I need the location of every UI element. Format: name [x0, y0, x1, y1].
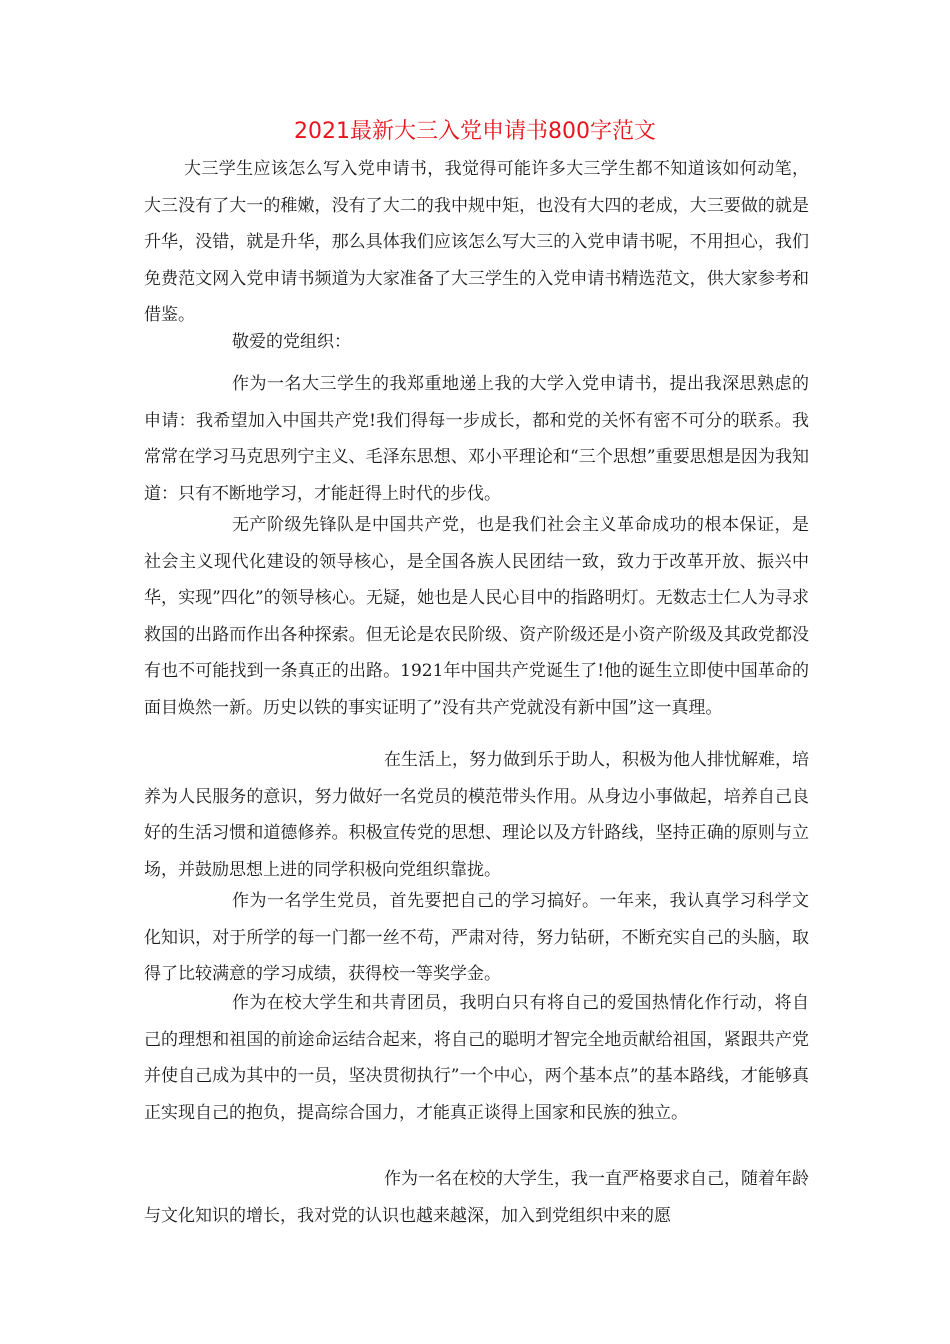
body-paragraph-5: 作为在校大学生和共青团员，我明白只有将自己的爱国热情化作行动，将自己的理想和祖国的前途命运结合起来，将自己的聪明才智完全地贡献给祖国，紧跟共产党并使自己成为其中的一员，坚决贯彻执行”一个中心，两个基本点”的基本路线，才能够真正实现自己的抱负，提高综合国力，才能真正谈得上国家和民族的独立。	[144, 993, 809, 1123]
body-paragraph-3: 在生活上，努力做到乐于助人，积极为他人排忧解难，培养为人民服务的意识，努力做好一名党员的模范带头作用。从身边小事做起，培养自己良好的生活习惯和道德修养。积极宣传党的思想、理论以及方针路线，坚持正确的原则与立场，并鼓励思想上进的同学积极向党组织靠拢。	[144, 750, 809, 880]
body-paragraph-1: 作为一名大三学生的我郑重地递上我的大学入党申请书，提出我深思熟虑的申请：我希望加入中国共产党!我们得每一步成长，都和党的关怀有密不可分的联系。我常常在学习马克思列宁主义、毛泽东思想、邓小平理论和“三个思想”重要思想是因为我知道：只有不断地学习，才能赶得上时代的步伐。	[144, 374, 809, 504]
body-paragraph-2: 无产阶级先锋队是中国共产党，也是我们社会主义革命成功的根本保证，是社会主义现代化建设的领导核心，是全国各族人民团结一致，致力于改革开放、振兴中华，实现”四化”的领导核心。无疑，她也是人民心目中的指路明灯。无数志士仁人为寻求救国的出路而作出各种探索。但无论是农民阶级、资产阶级还是小资产阶级及其政党都没有也不可能找到一条真正的出路。1921年中国共产党诞生了!他的诞生立即使中国革命的面目焕然一新。历史以铁的事实证明了”没有共产党就没有新中国”这一真理。	[144, 515, 809, 718]
intro-paragraph: 大三学生应该怎么写入党申请书，我觉得可能许多大三学生都不知道该如何动笔，大三没有了大一的稚嫩，没有了大二的我中规中矩，也没有大四的老成，大三要做的就是升华，没错，就是升华，那么具体我们应该怎么写大三的入党申请书呢，不用担心，我们免费范文网入党申请书频道为大家准备了大三学生的入党申请书精选范文，供大家参考和借鉴。	[144, 159, 809, 325]
salutation: 敬爱的党组织：	[232, 332, 351, 352]
body-paragraph-4: 作为一名学生党员，首先要把自己的学习搞好。一年来，我认真学习科学文化知识，对于所学的每一门都一丝不苟，严肃对待，努力钻研，不断充实自己的头脑，取得了比较满意的学习成绩，获得校一等奖学金。	[144, 891, 809, 984]
body-paragraph-6: 作为一名在校的大学生，我一直严格要求自己，随着年龄与文化知识的增长，我对党的认识也越来越深，加入到党组织中来的愿	[144, 1169, 809, 1226]
document-title: 2021最新大三入党申请书800字范文	[294, 119, 656, 144]
